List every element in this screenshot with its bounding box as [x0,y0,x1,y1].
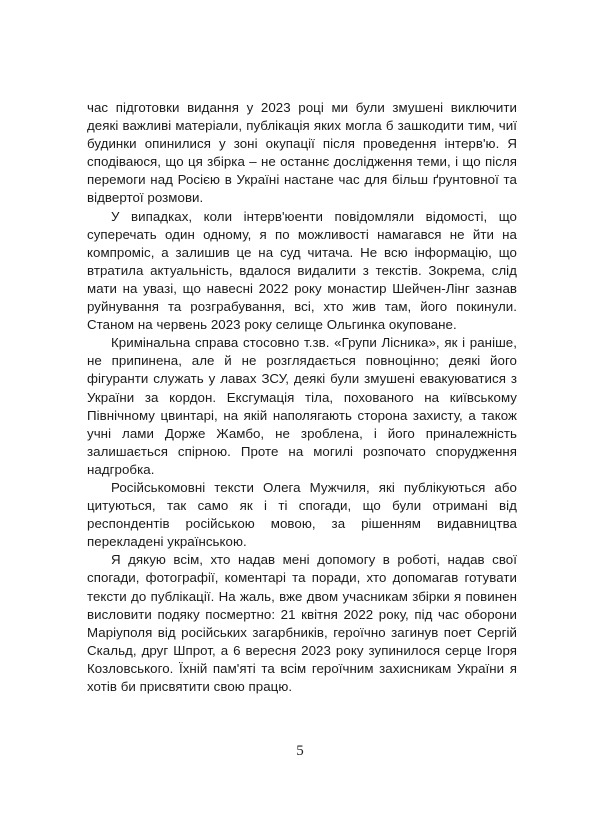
paragraph-translation-note: Російськомовні тексти Олега Мужчиля, які публікуються або цитуються, так само як і ті спогади, що були отримані від респондентів російською мовою, за рішенням видавництва перекладені українською. [87,479,517,550]
paragraph-acknowledgements: Я дякую всім, хто надав мені допомогу в роботі, надав свої спогади, фотографії, коментарі та поради, хто допомагав готувати тексти до публікації. На жаль, вже двом учасникам збірки я повинен висловити подяку посмертно: 21 квітня 2022 року, під час оборони Маріуполя від російських загарбників, героїчно загинув поет Сергій Скальд, друг Шпрот, а 6 вересня 2023 року зупинилося серце Ігоря Козловського. Їхній пам'яті та всім героїчним захисникам України я хотів би присвятити свою працю. [87,552,517,694]
paragraph-continuation: час підготовки видання у 2023 році ми були змушені виключити деякі важливі матеріали, публікація яких могла б зашкодити тим, чиї будинки опинилися у зоні окупації після проведення інтерв'ю. Я сподіваюся, що ця збірка – не останнє дослідження теми, і що після перемоги над Росією в Україні настане час для більш ґрунтовної та відвертої розмови. [87,100,517,206]
paragraph-contradictions: У випадках, коли інтерв'юенти повідомляли відомості, що суперечать один одному, я по можливості намагався не йти на компроміс, а залишив це на суд читача. Не всю інформацію, що втратила актуальність, вдалося видалити з текстів. Зокрема, слід мати на увазі, що навесні 2022 року монастир Шейчен-Лінг зазнав руйнування та розграбування, всі, хто жив там, його покинули. Станом на червень 2023 року селище Ольгинка окуповане. [87,208,517,333]
page-number: 5 [296,743,304,759]
paragraph-criminal-case: Кримінальна справа стосовно т.зв. «Групи Лісника», як і раніше, не припинена, але й не розглядається повноцінно; деякі його фігуранти служать у лавах ЗСУ, деякі були змушені евакуюватися з України за кордон. Ексгумація тіла, похованого на київському Північному цвинтарі, на якій наполягають сторона захисту, а також учні лами Дорже Жамбо, не зроблена, і його приналежність залишається спірною. Проте на могилі розпочато спорудження надгробка. [87,335,517,477]
body-text [87,99,517,696]
